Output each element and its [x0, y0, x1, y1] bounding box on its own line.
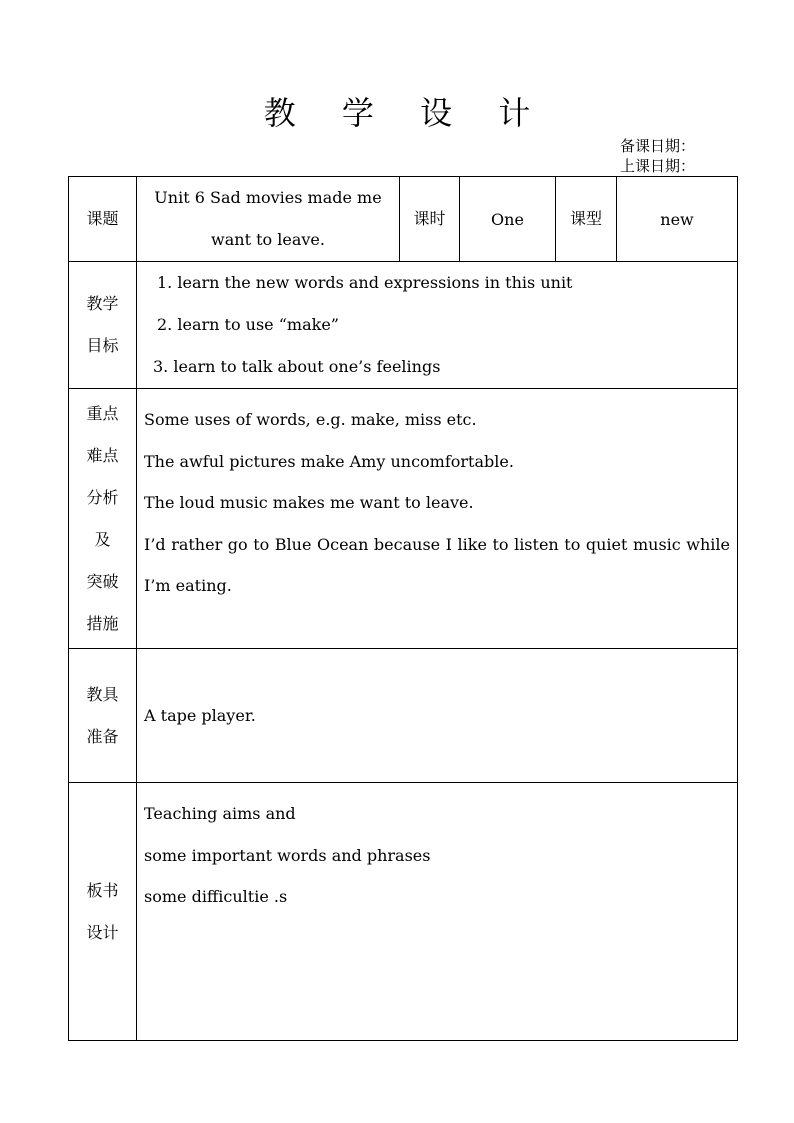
lesson-plan-table [68, 176, 738, 1041]
board-row [69, 783, 738, 1041]
board-label: 板书 设计 [69, 783, 137, 1041]
period-label: 课时 [400, 177, 460, 262]
topic-row [69, 177, 738, 262]
keypoints-row [69, 389, 738, 649]
header-dates [620, 136, 695, 176]
class-date-label: 上课日期： [620, 157, 696, 175]
board-line: Teaching aims and [144, 804, 296, 823]
objective-item: 1. learn the new words and expressions in this unit [157, 273, 573, 292]
objectives-cell [137, 262, 738, 389]
board-line: some difficultie .s [144, 887, 288, 906]
keypoint-line: I’d rather go to Blue Ocean because I like to listen to quiet music while I’m eating. [144, 534, 730, 595]
type-value: new [617, 177, 738, 262]
keypoints-label: 重点 难点 分析 及 突破 措施 [69, 389, 137, 649]
keypoint-line: The loud music makes me want to leave. [144, 493, 474, 512]
keypoint-line: Some uses of words, e.g. make, miss etc. [144, 410, 477, 429]
topic-line-2: want to leave. [211, 230, 325, 249]
aids-row [69, 649, 738, 783]
objectives-row [69, 262, 738, 389]
objective-item: 2. learn to use “make” [157, 315, 339, 334]
aids-label: 教具 准备 [69, 649, 137, 783]
prep-date-label: 备课日期： [620, 137, 696, 155]
page-title: 教 学 设 计 [263, 94, 549, 132]
objective-item: 3. learn to talk about one’s feelings [153, 357, 441, 376]
topic-label: 课题 [69, 177, 137, 262]
type-label: 课型 [556, 177, 617, 262]
aids-cell: A tape player. [137, 649, 738, 783]
keypoint-line: The awful pictures make Amy uncomfortable. [144, 451, 514, 471]
board-cell [137, 783, 738, 1041]
board-line: some important words and phrases [144, 845, 431, 865]
period-value: One [460, 177, 556, 262]
topic-cell [137, 177, 400, 262]
keypoints-cell [137, 389, 738, 649]
objectives-label: 教学 目标 [69, 262, 137, 389]
topic-line-1: Unit 6 Sad movies made me [154, 188, 382, 207]
